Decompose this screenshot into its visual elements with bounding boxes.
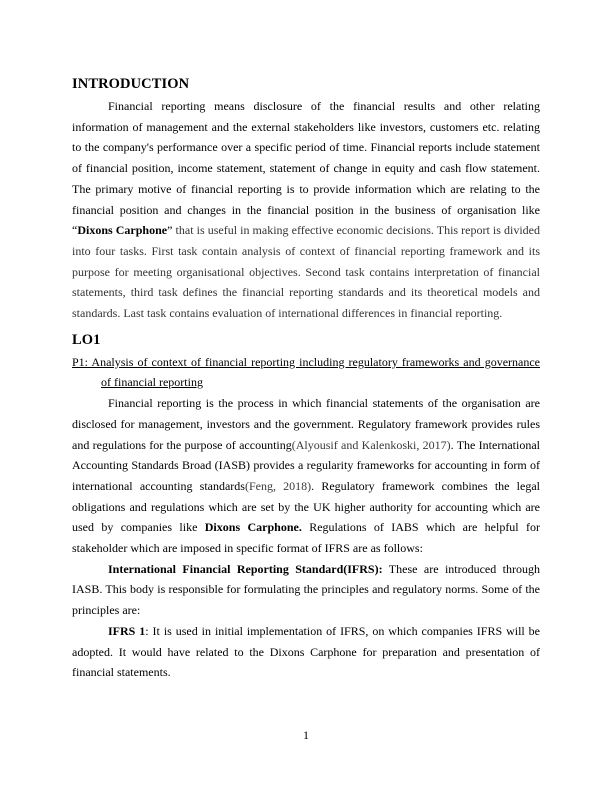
ifrs1-text: : It is used in initial implementation of IFRS, on which companies IFRS will be adopted. It would have related to the Dixons Carphone for preparation and presentation of financial statements.	[72, 623, 541, 680]
citation-alyousif: (Alyousif and Kalenkoski, 2017)	[291, 437, 451, 452]
lo1-text-part2: . The International Accounting Standards Broad (IASB) provides a regularity frameworks for accounting in form of international accounting standards	[72, 437, 540, 493]
lo1-text-part1: Financial reporting is the process in which financial statements of the organisation are disclosed for management, investors and the government. Regulatory framework provides rules and regulations for the purpose of accounting	[72, 396, 540, 452]
ifrs1-term: IFRS 1	[108, 623, 146, 638]
citation-feng: (Feng, 2018)	[244, 478, 312, 493]
ifrs1-paragraph	[72, 621, 540, 683]
company-name-bold: Dixons Carphone.	[204, 520, 302, 535]
lo1-text-part3: . Regulatory framework combines the legal obligations and regulations which are set by the UK higher authority for accounting which are used by companies like	[72, 478, 540, 535]
intro-text-part2: that is useful in making effective economic decisions. This report is divided into four tasks. First task contain analysis of context of financial reporting framework and its purpose for meeting organisational objectives. Second task contains interpretation of financial statements, third task defines the financial reporting standards and its theoretical models and standards. Last task contains evaluation of international differences in financial reporting.	[72, 223, 540, 321]
close-quote: ”	[167, 223, 173, 238]
ifrs-paragraph	[72, 559, 540, 621]
introduction-heading: INTRODUCTION	[72, 76, 190, 92]
lo1-paragraph	[72, 393, 540, 559]
lo1-heading: LO1	[72, 331, 101, 348]
open-quote: “	[72, 223, 78, 238]
company-name-bold: Dixons Carphone	[77, 223, 168, 238]
intro-text-part1: Financial reporting means disclosure of the financial results and other relating information of management and the external stakeholders like investors, customers etc. relating to the company's performance over a specific period of time. Financial reports include statement of financial position, income statement, statement of change in equity and cash flow statement. The primary motive of financial reporting is to provide information which are relating to the financial position and changes in the financial position in the business of organisation like	[72, 99, 540, 217]
introduction-paragraph	[72, 96, 540, 324]
ifrs-text: These are introduced through IASB. This body is responsible for formulating the principles and regulatory norms. Some of the principles are:	[72, 561, 541, 618]
lo1-text-part4: Regulations of IABS which are helpful for stakeholder which are imposed in specific format of IFRS are as follows:	[72, 520, 541, 556]
p1-subheading: P1: Analysis of context of financial reporting including regulatory frameworks and governance of financial reporting	[72, 354, 540, 390]
ifrs-term: International Financial Reporting Standard(IFRS):	[108, 561, 383, 576]
document-page	[72, 74, 540, 683]
page-number: 1	[303, 728, 309, 742]
